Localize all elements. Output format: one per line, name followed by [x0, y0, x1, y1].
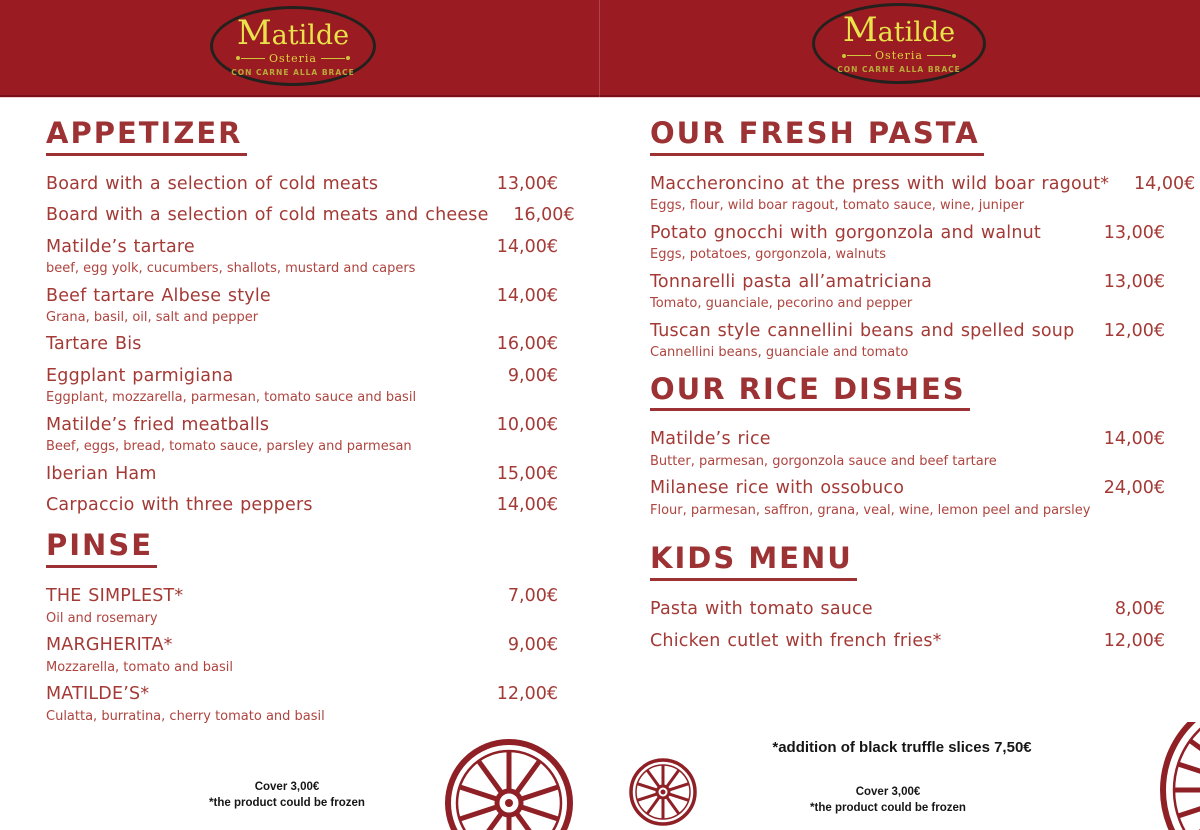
item-description: Mozzarella, tomato and basil [46, 659, 233, 675]
menu-item [46, 413, 558, 456]
logo-tagline: CON CARNE ALLA BRACE [231, 67, 355, 77]
logo-flourish-left [847, 55, 871, 56]
item-price: 16,00€ [513, 205, 575, 226]
menu-item [650, 319, 1165, 362]
left-page-column [46, 116, 575, 731]
cover-charge-note: Cover 3,00€ [855, 786, 921, 798]
logo-tagline: CON CARNE ALLA BRACE [837, 65, 961, 74]
header-band-light-edge [0, 97, 1200, 98]
section-title: APPETIZER [46, 118, 247, 156]
section-kids-menu [650, 543, 1165, 654]
menu-item [46, 364, 558, 407]
section-title: PINSE [46, 530, 157, 568]
item-name: MATILDE’S* [46, 684, 150, 705]
logo-subtitle: Osteria [875, 49, 923, 62]
item-description: Flour, parmesan, saffron, grana, veal, wine, lemon peel and parsley [650, 502, 1091, 518]
item-price: 15,00€ [496, 463, 558, 484]
frozen-product-note: *the product could be frozen [209, 797, 365, 810]
item-price: 14,00€ [496, 236, 558, 257]
right-page-column [650, 116, 1196, 660]
section-appetizer [46, 116, 575, 518]
menu-item [46, 235, 558, 278]
item-price: 13,00€ [1103, 271, 1165, 292]
logo-flourish-right [927, 55, 951, 56]
item-price: 10,00€ [496, 414, 558, 435]
item-name: Maccheroncino at the press with wild boar ragout* [650, 173, 1110, 194]
logo-title: Matilde [236, 12, 350, 53]
wagon-wheel-icon [628, 757, 698, 827]
item-price: 13,00€ [1103, 222, 1165, 243]
item-price: 12,00€ [1103, 320, 1165, 341]
item-description: Culatta, burratina, cherry tomato and basil [46, 708, 325, 724]
item-price: 12,00€ [1103, 630, 1165, 651]
menu-item [650, 270, 1165, 313]
logo-subtitle: Osteria [269, 51, 317, 65]
item-name: Milanese rice with ossobuco [650, 478, 905, 499]
section-pinse [46, 530, 558, 725]
item-name: Tartare Bis [46, 334, 142, 355]
item-name: Carpaccio with three peppers [46, 495, 313, 516]
item-price: 9,00€ [507, 365, 558, 386]
item-price: 14,00€ [1103, 429, 1165, 450]
menu-item [46, 633, 558, 676]
menu-item [650, 629, 1165, 654]
item-description: Beef, eggs, bread, tomato sauce, parsley and parmesan [46, 439, 412, 455]
logo-flourish-left [241, 58, 265, 59]
menu-item [46, 172, 558, 197]
item-name: THE SIMPLEST* [46, 586, 184, 607]
menu-item [650, 427, 1165, 470]
menu-item [46, 284, 558, 327]
menu-item [650, 221, 1165, 264]
item-price: 8,00€ [1114, 599, 1165, 620]
menu-item [650, 476, 1165, 519]
menu-item [650, 597, 1165, 622]
truffle-supplement-note: *addition of black truffle slices 7,50€ [772, 739, 1032, 756]
section-rice-dishes [650, 371, 1165, 520]
item-price: 24,00€ [1103, 478, 1165, 499]
item-price: 16,00€ [496, 334, 558, 355]
item-name: Chicken cutlet with french fries* [650, 630, 942, 651]
page-divider [599, 0, 600, 97]
item-name: Board with a selection of cold meats [46, 173, 379, 194]
left-page-footer [137, 779, 437, 811]
section-title: OUR FRESH PASTA [650, 118, 984, 156]
item-name: Beef tartare Albese style [46, 285, 271, 306]
menu-item [46, 682, 558, 725]
item-price: 14,00€ [1134, 173, 1196, 194]
item-description: Oil and rosemary [46, 610, 158, 626]
item-name: Board with a selection of cold meats and cheese [46, 205, 489, 226]
cover-charge-note: Cover 3,00€ [254, 781, 320, 793]
restaurant-logo-right [812, 3, 986, 84]
item-name: Matilde’s tartare [46, 236, 195, 257]
wagon-wheel-icon [440, 737, 578, 830]
item-description: Tomato, guanciale, pecorino and pepper [650, 296, 913, 312]
item-description: Butter, parmesan, gorgonzola sauce and beef tartare [650, 453, 997, 469]
menu-item [46, 462, 558, 487]
item-name: Matilde’s rice [650, 429, 771, 450]
item-name: Pasta with tomato sauce [650, 599, 873, 620]
frozen-product-note: *the product could be frozen [810, 802, 966, 815]
wagon-wheel-icon-partial [1158, 722, 1200, 830]
logo-subtitle-row [241, 52, 345, 65]
item-description: beef, egg yolk, cucumbers, shallots, mustard and capers [46, 261, 416, 277]
right-page-footer [738, 784, 1038, 816]
menu-item [46, 332, 558, 357]
item-description: Eggs, flour, wild boar ragout, tomato sauce, wine, juniper [650, 198, 1025, 214]
menu-item [46, 493, 558, 518]
item-price: 7,00€ [507, 586, 558, 607]
item-name: MARGHERITA* [46, 635, 173, 656]
menu-item [46, 203, 575, 228]
menu-item [650, 172, 1196, 215]
section-title: OUR RICE DISHES [650, 374, 970, 412]
item-price: 13,00€ [496, 173, 558, 194]
section-title: KIDS MENU [650, 543, 857, 581]
logo-title: Matilde [842, 10, 956, 50]
item-name: Iberian Ham [46, 463, 157, 484]
item-name: Eggplant parmigiana [46, 365, 234, 386]
item-name: Matilde’s fried meatballs [46, 414, 270, 435]
item-price: 9,00€ [507, 635, 558, 656]
item-description: Cannellini beans, guanciale and tomato [650, 345, 909, 361]
item-name: Tuscan style cannellini beans and spelled soup [650, 320, 1075, 341]
item-price: 12,00€ [496, 684, 558, 705]
item-price: 14,00€ [496, 285, 558, 306]
header-band [0, 0, 1200, 95]
item-price: 14,00€ [496, 495, 558, 516]
restaurant-logo-left [210, 6, 376, 86]
menu-item [46, 584, 558, 627]
logo-subtitle-row [847, 49, 951, 62]
section-fresh-pasta [650, 116, 1196, 362]
item-name: Potato gnocchi with gorgonzola and walnut [650, 222, 1041, 243]
item-description: Grana, basil, oil, salt and pepper [46, 309, 259, 325]
logo-flourish-right [321, 58, 345, 59]
item-description: Eggs, potatoes, gorgonzola, walnuts [650, 247, 887, 263]
item-description: Eggplant, mozzarella, parmesan, tomato sauce and basil [46, 390, 417, 406]
item-name: Tonnarelli pasta all’amatriciana [650, 271, 932, 292]
